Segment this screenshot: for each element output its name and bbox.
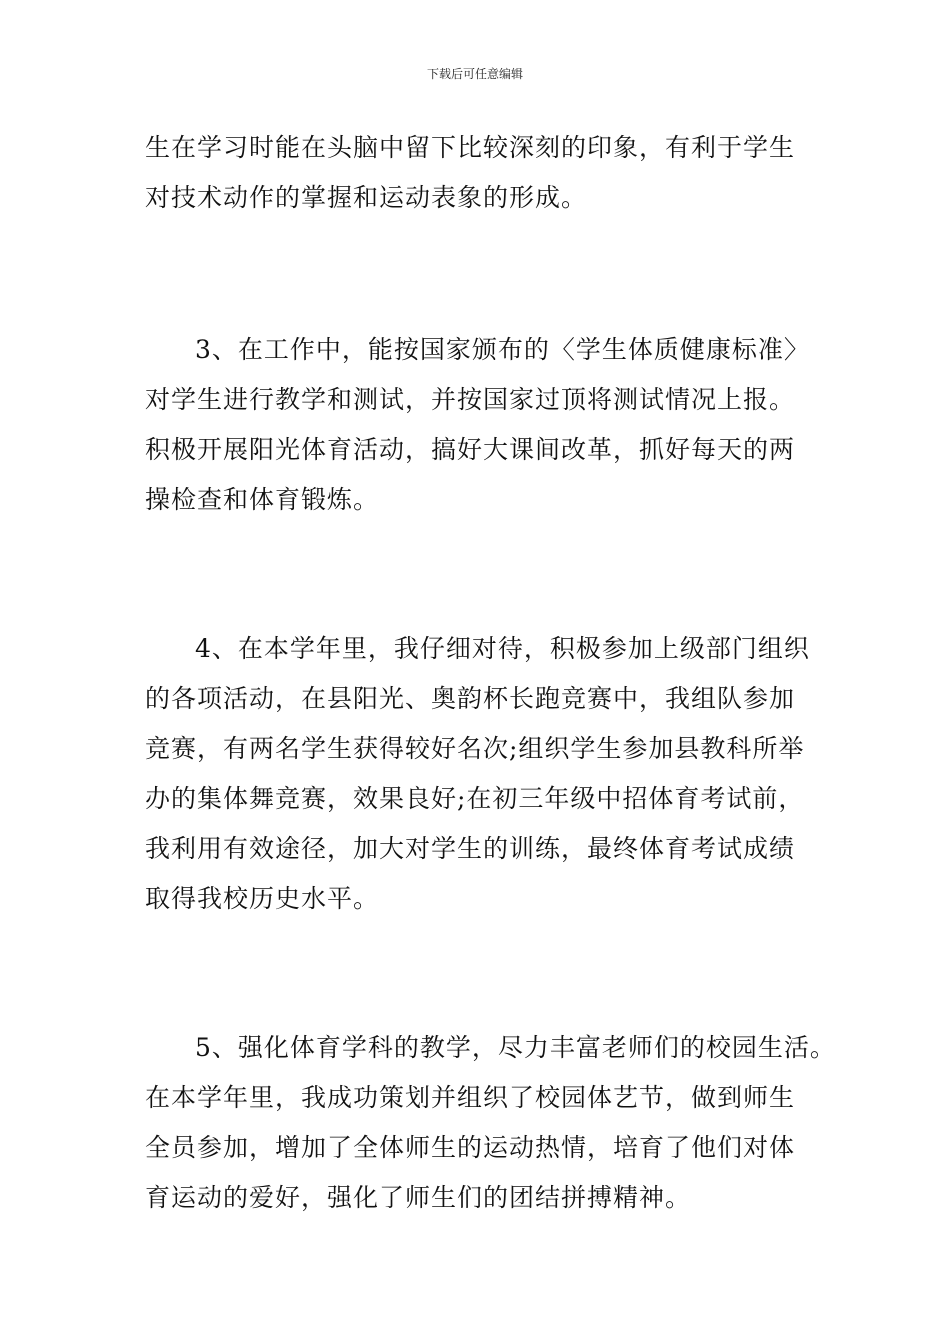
text-line: 生在学习时能在头脑中留下比较深刻的印象，有利于学生 [145,133,796,162]
text-line: 全员参加，增加了全体师生的运动热情，培育了他们对体 [145,1133,796,1162]
text-line: 育运动的爱好，强化了师生们的团结拼搏精神。 [145,1183,692,1212]
page-header: 下载后可任意编辑 [426,67,523,81]
text-line: 积极开展阳光体育活动，搞好大课间改革，抓好每天的两 [145,435,796,464]
text-line: 竞赛，有两名学生获得较好名次;组织学生参加县教科所举 [145,734,805,763]
text-line: 取得我校历史水平。 [145,884,380,913]
text-line: 对技术动作的掌握和运动表象的形成。 [145,183,588,212]
text-line: 3、在工作中，能按国家颁布的〈学生体质健康标准〉 [195,335,810,364]
text-line: 操检查和体育锻炼。 [145,485,380,514]
text-line: 办的集体舞竞赛，效果良好;在初三年级中招体育考试前， [145,784,805,813]
text-line: 5、强化体育学科的教学，尽力丰富老师们的校园生活。 [195,1033,836,1062]
text-line: 4、在本学年里，我仔细对待，积极参加上级部门组织 [195,634,810,663]
text-line: 我利用有效途径，加大对学生的训练，最终体育考试成绩 [145,834,796,863]
text-line: 对学生进行教学和测试，并按国家过顶将测试情况上报。 [145,385,796,414]
text-line: 的各项活动，在县阳光、奥韵杯长跑竞赛中，我组队参加 [145,684,796,713]
text-line: 在本学年里，我成功策划并组织了校园体艺节，做到师生 [145,1083,796,1112]
